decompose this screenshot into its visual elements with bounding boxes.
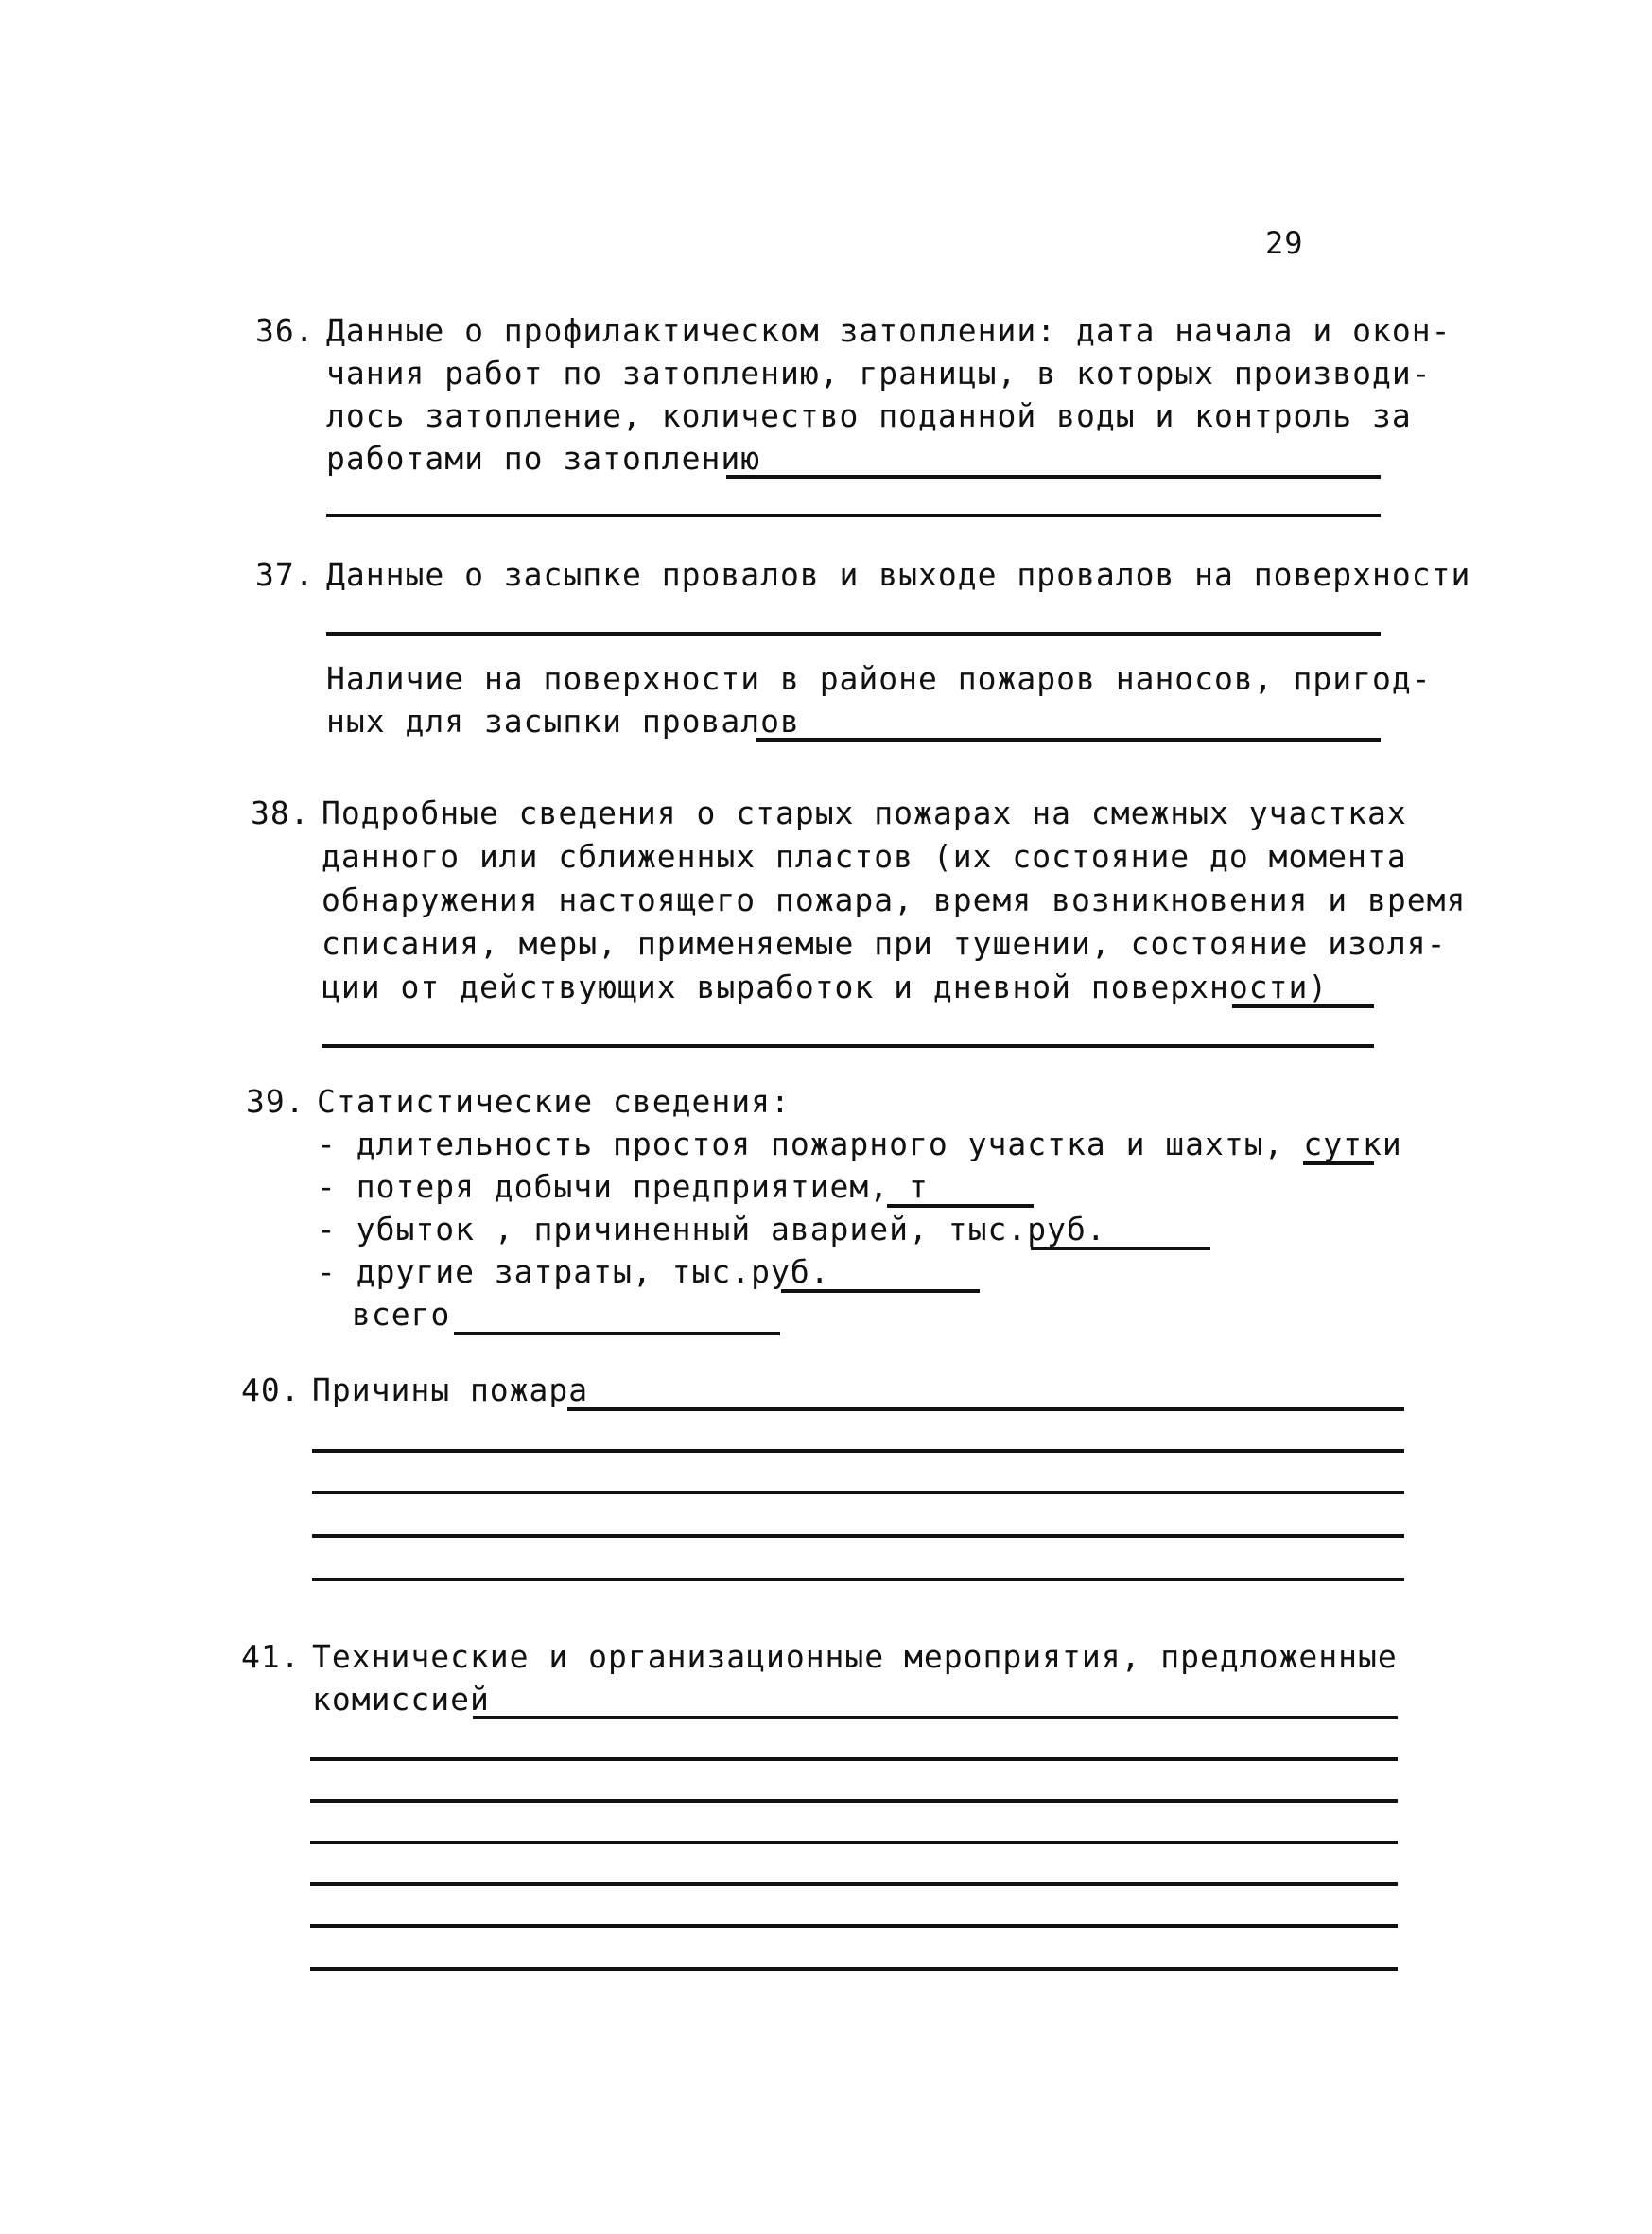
section-41-answer-line[interactable] bbox=[310, 1841, 1398, 1844]
section-37-number: 37. bbox=[255, 556, 315, 593]
section-36-line-1: Данные о профилактическом затоплении: дата начала и окон- bbox=[326, 312, 1452, 349]
section-41-answer-line[interactable] bbox=[310, 1924, 1398, 1928]
section-39-item-downtime: - длительность простоя пожарного участка и шахты, сутки bbox=[317, 1126, 1402, 1162]
section-39-item-damage: - убыток , причиненный аварией, тыс.руб. bbox=[317, 1211, 1106, 1248]
section-39-downtime-field[interactable] bbox=[1303, 1161, 1374, 1165]
section-39-production-loss-field[interactable] bbox=[887, 1204, 1034, 1208]
section-41-answer-line[interactable] bbox=[473, 1716, 1398, 1719]
section-37-answer-line[interactable] bbox=[326, 632, 1381, 636]
section-36-answer-line[interactable] bbox=[726, 475, 1381, 479]
section-36-number: 36. bbox=[255, 312, 315, 349]
section-37-sub-answer-line[interactable] bbox=[756, 738, 1381, 742]
section-41-answer-line[interactable] bbox=[310, 1799, 1398, 1803]
section-37-sub-line-1: Наличие на поверхности в районе пожаров наносов, пригод- bbox=[326, 660, 1432, 697]
section-40-answer-line[interactable] bbox=[312, 1449, 1404, 1453]
section-36-line-2: чания работ по затоплению, границы, в которых производи- bbox=[326, 355, 1432, 392]
section-36-line-4: работами по затоплению bbox=[326, 440, 761, 477]
section-36-answer-line[interactable] bbox=[326, 514, 1381, 517]
section-40-line-1: Причины пожара bbox=[312, 1371, 589, 1408]
section-39-title: Статистические сведения: bbox=[317, 1083, 791, 1120]
section-38-line-2: данного или сближенных пластов (их состояние до момента bbox=[322, 838, 1407, 875]
section-41-answer-line[interactable] bbox=[310, 1757, 1398, 1761]
section-36-line-3: лось затопление, количество поданной воды и контроль за bbox=[326, 397, 1412, 434]
section-41-answer-line[interactable] bbox=[310, 1882, 1398, 1886]
section-41-answer-line[interactable] bbox=[310, 1967, 1398, 1971]
section-38-line-1: Подробные сведения о старых пожарах на смежных участках bbox=[322, 794, 1407, 831]
section-39-other-costs-field[interactable] bbox=[781, 1289, 980, 1293]
section-40-answer-line[interactable] bbox=[312, 1491, 1404, 1494]
section-40-answer-line[interactable] bbox=[567, 1407, 1404, 1411]
section-41-line-2: комиссией bbox=[312, 1681, 490, 1718]
section-39-item-other-costs: - другие затраты, тыс.руб. bbox=[317, 1253, 830, 1290]
section-40-answer-line[interactable] bbox=[312, 1534, 1404, 1538]
section-38-answer-line[interactable] bbox=[322, 1044, 1374, 1048]
section-37-line-1: Данные о засыпке провалов и выходе провалов на поверхности bbox=[326, 556, 1471, 593]
section-41-line-1: Технические и организационные мероприятия, предложенные bbox=[312, 1638, 1398, 1675]
section-39-item-total: всего bbox=[352, 1296, 451, 1333]
section-41-number: 41. bbox=[241, 1638, 301, 1675]
section-39-item-production-loss: - потеря добычи предприятием, т bbox=[317, 1168, 929, 1205]
section-39-damage-field[interactable] bbox=[1031, 1247, 1210, 1250]
section-39-total-field[interactable] bbox=[454, 1332, 780, 1335]
page-number: 29 bbox=[1265, 225, 1304, 261]
section-38-line-5: ции от действующих выработок и дневной поверхности) bbox=[322, 969, 1329, 1005]
section-38-answer-line[interactable] bbox=[1232, 1004, 1374, 1008]
section-39-number: 39. bbox=[246, 1083, 305, 1120]
section-38-line-4: списания, меры, применяемые при тушении, состояние изоля- bbox=[322, 925, 1447, 962]
section-38-line-3: обнаружения настоящего пожара, время возникновения и время bbox=[322, 881, 1467, 918]
section-38-number: 38. bbox=[251, 794, 310, 831]
section-40-answer-line[interactable] bbox=[312, 1578, 1404, 1581]
section-40-number: 40. bbox=[241, 1371, 301, 1408]
section-37-sub-line-2: ных для засыпки провалов bbox=[326, 703, 800, 740]
